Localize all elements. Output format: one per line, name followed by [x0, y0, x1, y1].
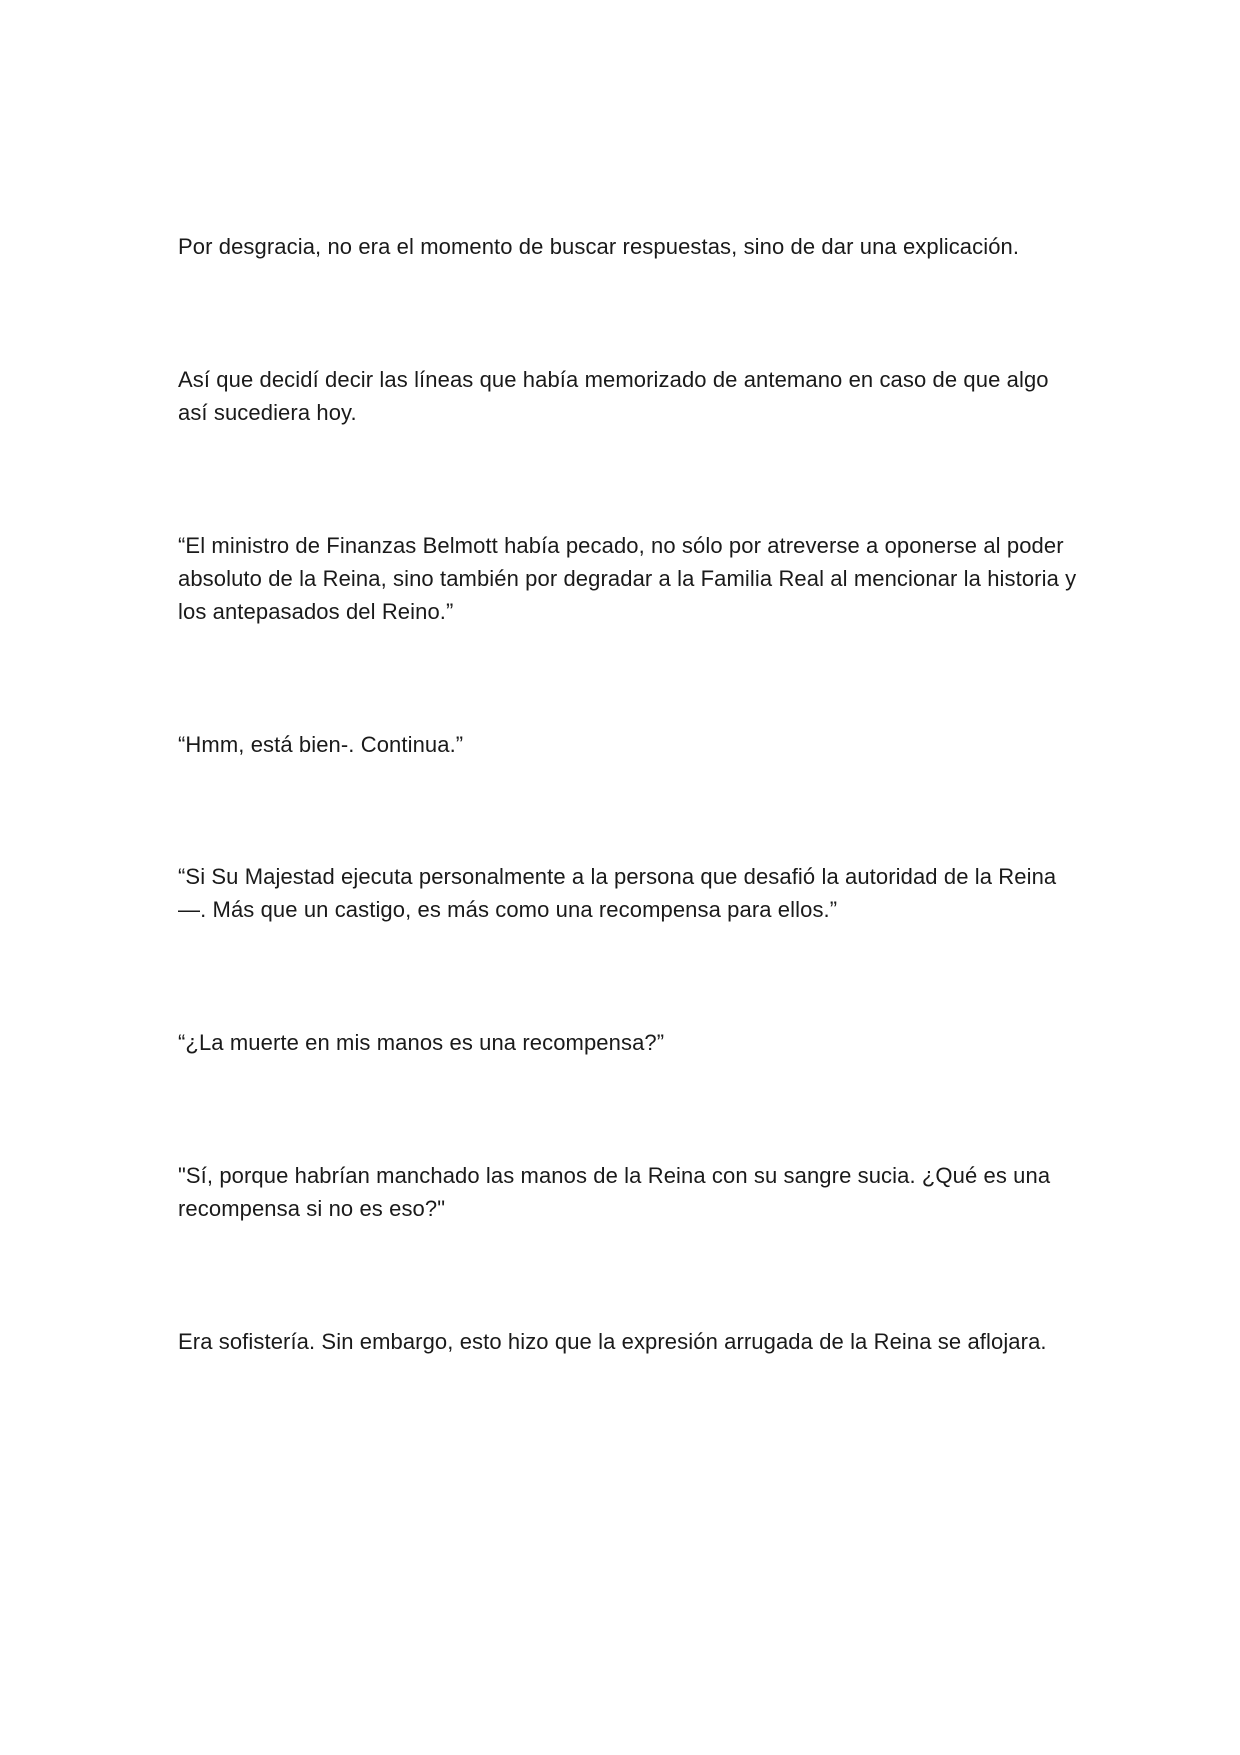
paragraph: Por desgracia, no era el momento de buscar respuestas, sino de dar una explicación. — [178, 234, 1020, 259]
paragraph: Era sofistería. Sin embargo, esto hizo que la expresión arrugada de la Reina se aflojara. — [178, 1329, 1047, 1354]
paragraph: “Si Su Majestad ejecuta personalmente a la persona que desafió la autoridad de la Reina—. Más que un castigo, es más como una recompensa para ellos.” — [178, 864, 1057, 922]
paragraph: “El ministro de Finanzas Belmott había pecado, no sólo por atreverse a oponerse al poder absoluto de la Reina, sino también por degradar a la Familia Real al mencionar la historia y los antepasados del Reino.” — [178, 533, 1077, 624]
paragraph: Así que decidí decir las líneas que había memorizado de antemano en caso de que algo así sucediera hoy. — [178, 367, 1049, 425]
paragraph: "Sí, porque habrían manchado las manos de la Reina con su sangre sucia. ¿Qué es una recompensa si no es eso?" — [178, 1163, 1051, 1221]
paragraph: “Hmm, está bien-. Continua.” — [178, 732, 464, 757]
paragraph: “¿La muerte en mis manos es una recompensa?” — [178, 1030, 665, 1055]
